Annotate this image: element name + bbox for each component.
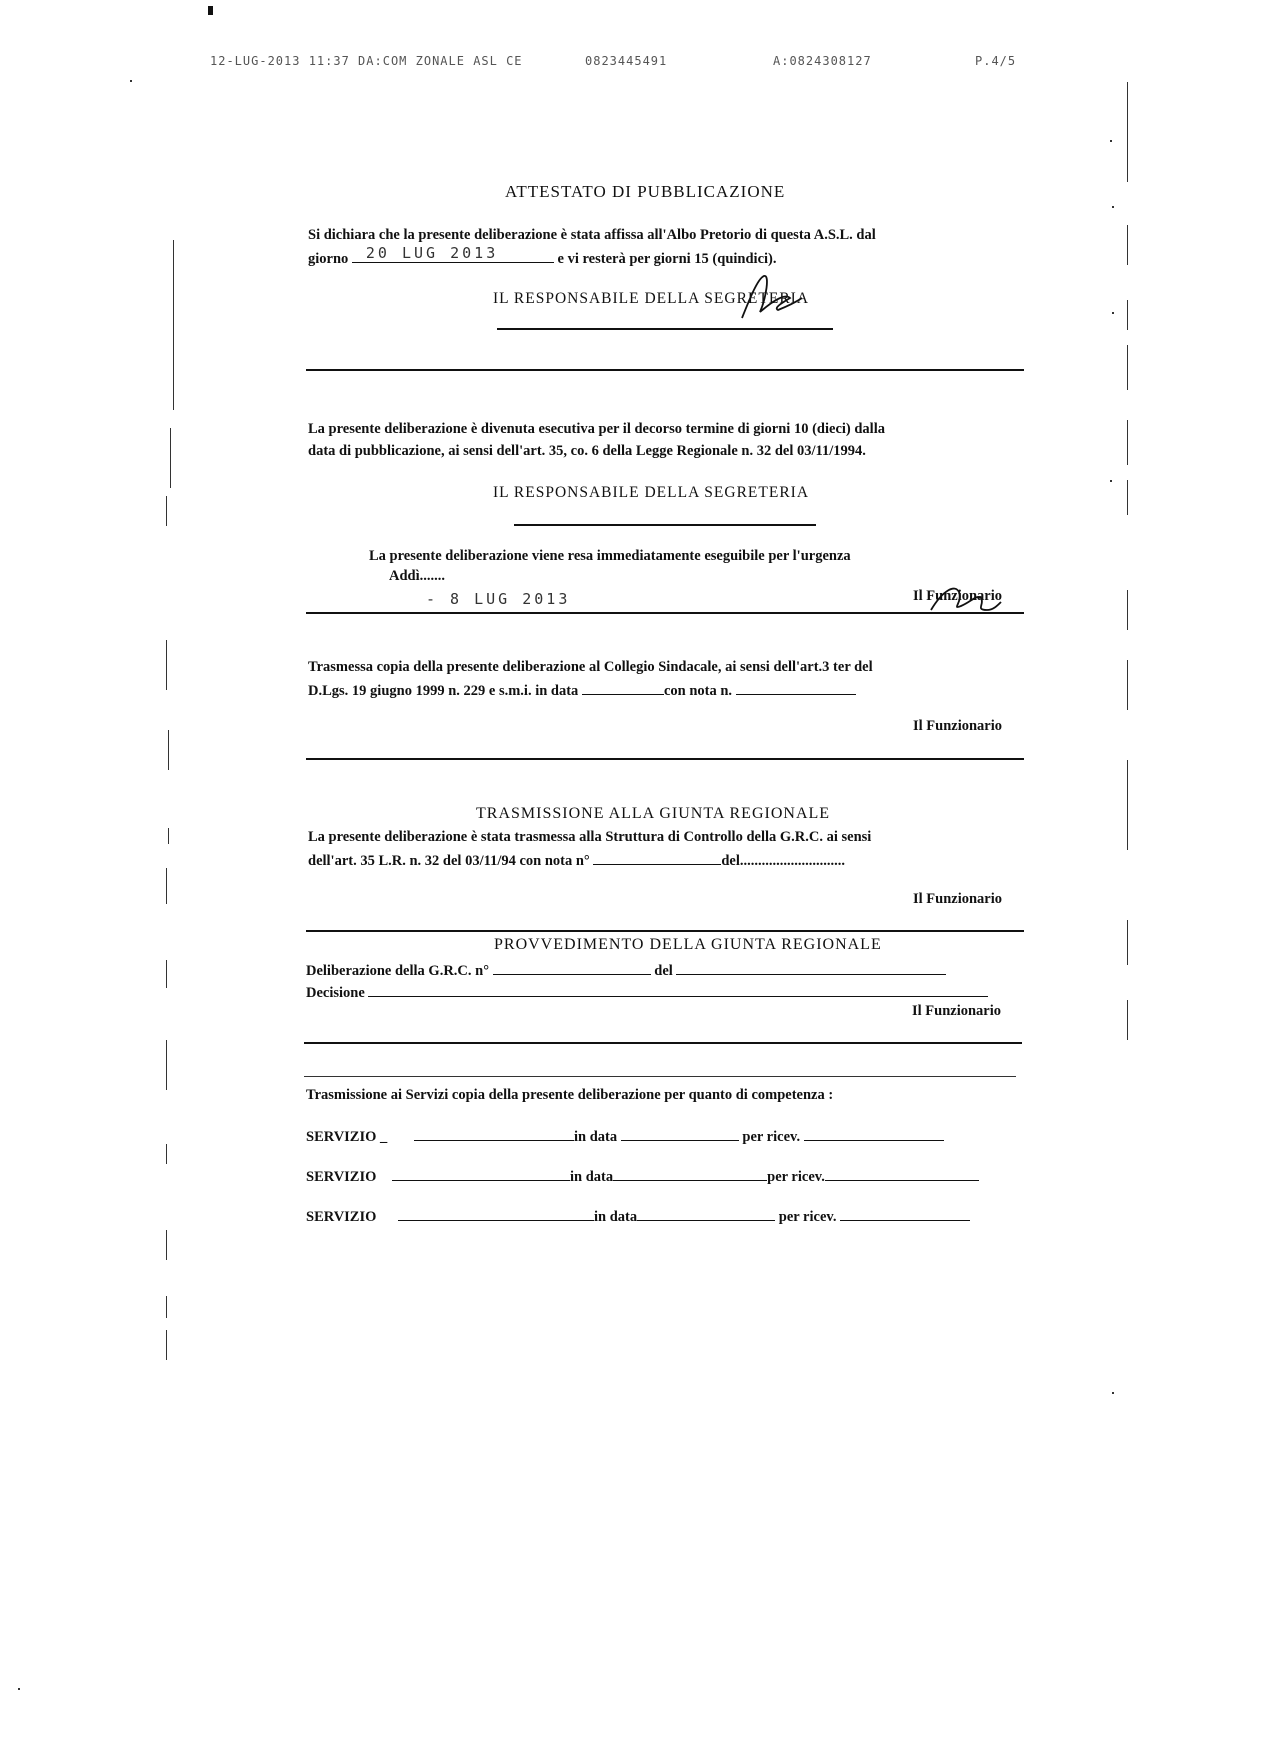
scan-speck xyxy=(130,80,132,82)
servizio-field xyxy=(392,1164,570,1181)
scan-speck xyxy=(1112,206,1114,208)
attestato-signature-label: IL RESPONSABILE DELLA SEGRETERIA xyxy=(493,290,810,307)
provvedimento-delibera-field xyxy=(493,958,651,975)
scan-speck xyxy=(1110,480,1112,482)
giunta-title: TRASMISSIONE ALLA GIUNTA REGIONALE xyxy=(476,805,831,822)
servizio-label: SERVIZIO xyxy=(306,1169,377,1185)
attestato-line1: Si dichiara che la presente deliberazione è stata affissa all'Albo Pretorio di questa A.S.L. dal xyxy=(308,227,876,243)
scan-edge-mark xyxy=(166,960,167,988)
giunta-funzionario: Il Funzionario xyxy=(913,891,1003,907)
attestato-date-field xyxy=(352,246,554,263)
scan-speck xyxy=(18,1688,20,1690)
servizio-label: SERVIZIO xyxy=(306,1209,377,1225)
giunta-line2 xyxy=(308,848,845,872)
urgenza-funzionario: Il Funzionario xyxy=(913,588,1003,604)
section-separator-4 xyxy=(306,930,1024,932)
scan-edge-mark xyxy=(166,1144,167,1164)
collegio-date-field xyxy=(582,678,664,695)
servizio-row xyxy=(306,1164,979,1188)
section-separator-3 xyxy=(306,758,1024,760)
servizio-ricev-field xyxy=(804,1124,944,1141)
provvedimento-decisione-row xyxy=(306,980,988,1004)
scan-speck xyxy=(1112,1392,1114,1394)
scan-edge-mark xyxy=(1127,300,1128,330)
servizio-date-field xyxy=(621,1124,739,1141)
urgenza-addi: Addì....... xyxy=(389,568,446,584)
collegio-funzionario: Il Funzionario xyxy=(913,718,1003,734)
servizio-date-field xyxy=(637,1204,775,1221)
scan-edge-mark xyxy=(166,640,167,690)
scan-speck xyxy=(1110,140,1112,142)
scan-edge-mark xyxy=(1127,82,1128,182)
scan-edge-mark xyxy=(170,428,171,488)
giunta-nota-field xyxy=(593,848,721,865)
servizio-row xyxy=(306,1124,944,1148)
provvedimento-decisione-field xyxy=(368,980,988,997)
corner-mark xyxy=(208,6,213,15)
esecutiva-line2: data di pubblicazione, ai sensi dell'art. 35, co. 6 della Legge Regionale n. 32 del 03/11/1994. xyxy=(308,443,866,459)
section-separator-1 xyxy=(306,369,1024,371)
scan-edge-mark xyxy=(1127,480,1128,515)
scan-edge-mark xyxy=(1127,225,1128,265)
collegio-line2 xyxy=(308,678,856,702)
attestato-giorni-text: e vi resterà per giorni 15 (quindici). xyxy=(557,251,777,267)
scan-edge-mark xyxy=(1127,660,1128,710)
esecutiva-signature-line xyxy=(514,524,816,526)
attestato-line2 xyxy=(308,246,777,270)
section-separator-2 xyxy=(306,612,1024,614)
scan-edge-mark xyxy=(1127,345,1128,390)
signature-scribble xyxy=(730,268,810,324)
urgenza-line1: La presente deliberazione viene resa immediatamente eseguibile per l'urgenza xyxy=(369,548,851,564)
fax-header-number: 0823445491 xyxy=(585,54,668,68)
scan-speck xyxy=(1112,312,1114,314)
attestato-signature-line xyxy=(497,328,833,330)
scan-edge-mark xyxy=(168,828,169,844)
servizio-label: SERVIZIO _ xyxy=(306,1129,388,1145)
servizio-per-ricev-label: per ricev. xyxy=(742,1129,801,1145)
provvedimento-title: PROVVEDIMENTO DELLA GIUNTA REGIONALE xyxy=(494,936,882,953)
servizio-in-data-label: in data xyxy=(570,1169,614,1185)
provvedimento-del-field xyxy=(676,958,946,975)
giunta-del-text: del............................. xyxy=(721,853,846,869)
fax-header-page: P.4/5 xyxy=(975,54,1017,68)
servizio-per-ricev-label: per ricev. xyxy=(778,1209,837,1225)
urgenza-handwritten-date: - 8 LUG 2013 xyxy=(426,590,571,608)
fax-header-sender: 12-LUG-2013 11:37 DA:COM ZONALE ASL CE xyxy=(210,54,523,68)
attestato-handwritten-date: 20 LUG 2013 xyxy=(365,244,499,262)
collegio-line1: Trasmessa copia della presente deliberazione al Collegio Sindacale, ai sensi dell'art.3 ter del xyxy=(308,659,873,675)
scan-edge-mark xyxy=(1127,590,1128,630)
servizio-field xyxy=(414,1124,574,1141)
scan-edge-mark xyxy=(166,1330,167,1360)
esecutiva-signature-label: IL RESPONSABILE DELLA SEGRETERIA xyxy=(493,484,810,501)
provvedimento-del-label: del xyxy=(654,963,673,979)
giunta-nota-text: dell'art. 35 L.R. n. 32 del 03/11/94 con nota n° xyxy=(308,853,590,869)
esecutiva-line1: La presente deliberazione è divenuta esecutiva per il decorso termine di giorni 10 (dieci) dalla xyxy=(308,421,885,437)
scan-edge-mark xyxy=(1127,760,1128,850)
scan-edge-mark xyxy=(166,868,167,904)
attestato-title: ATTESTATO DI PUBBLICAZIONE xyxy=(505,182,786,201)
scan-edge-mark xyxy=(166,496,167,526)
scan-edge-mark xyxy=(173,240,174,410)
collegio-dlgs-text: D.Lgs. 19 giugno 1999 n. 229 e s.m.i. in data xyxy=(308,683,579,699)
scan-edge-mark xyxy=(1127,420,1128,465)
scan-edge-mark xyxy=(166,1230,167,1260)
attestato-giorno-label: giorno xyxy=(308,251,349,267)
servizi-intro: Trasmissione ai Servizi copia della presente deliberazione per quanto di competenza : xyxy=(306,1087,834,1103)
giunta-line1: La presente deliberazione è stata trasmessa alla Struttura di Controllo della G.R.C. ai sensi xyxy=(308,829,872,845)
scan-edge-mark xyxy=(1127,1000,1128,1040)
servizio-per-ricev-label: per ricev. xyxy=(767,1169,825,1185)
servizio-ricev-field xyxy=(840,1204,970,1221)
servizio-in-data-label: in data xyxy=(594,1209,638,1225)
provvedimento-delibera-label: Deliberazione della G.R.C. n° xyxy=(306,963,490,979)
servizio-date-field xyxy=(613,1164,767,1181)
provvedimento-funzionario: Il Funzionario xyxy=(912,1003,1002,1019)
scan-edge-mark xyxy=(166,1296,167,1318)
servizio-row xyxy=(306,1204,970,1228)
servizio-in-data-label: in data xyxy=(574,1129,618,1145)
section-separator-5 xyxy=(304,1042,1022,1044)
provvedimento-decisione-label: Decisione xyxy=(306,985,365,1001)
servizio-ricev-field xyxy=(825,1164,979,1181)
scan-edge-mark xyxy=(166,1040,167,1090)
scan-edge-mark xyxy=(1127,920,1128,965)
collegio-nota-field xyxy=(736,678,856,695)
scan-edge-mark xyxy=(168,730,169,770)
funzionario-signature-scribble xyxy=(925,580,1005,620)
fax-header-recipient: A:0824308127 xyxy=(773,54,872,68)
provvedimento-delibera-row xyxy=(306,958,946,982)
servizio-field xyxy=(398,1204,594,1221)
section-separator-6 xyxy=(304,1076,1016,1077)
collegio-nota-label: con nota n. xyxy=(663,683,733,699)
